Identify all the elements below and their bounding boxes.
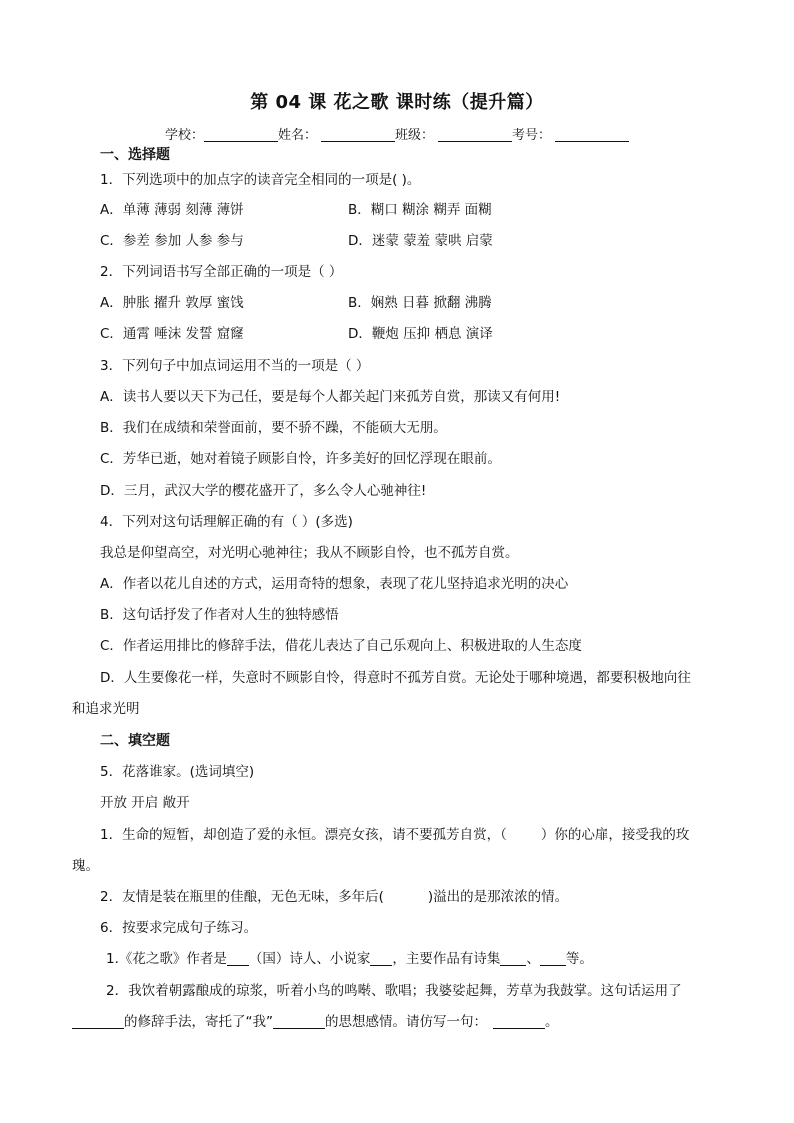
class-label: 班级：: [395, 128, 435, 143]
fill-sentence-1: [100, 825, 689, 845]
option-c[interactable]: C．通霄 唾沫 发誓 窟窿: [100, 326, 244, 342]
sentence-text: 的思想感情。请仿写一句：: [325, 1014, 487, 1030]
option-d[interactable]: D．人生要像花一样，失意时不顾影自怜，得意时不孤芳自赏。无论处于哪种境遇，都要积极地向往: [100, 670, 691, 686]
school-field[interactable]: [204, 127, 278, 142]
sentence-text: ，主要作品有诗集: [392, 951, 501, 967]
school-label: 学校：: [164, 128, 204, 143]
option-d[interactable]: D．三月，武汉大学的樱花盛开了，多么令人心驰神往!: [100, 483, 427, 499]
option-b[interactable]: B．糊口 糊涂 糊弄 面糊: [348, 202, 492, 218]
answer-blank[interactable]: [370, 951, 392, 966]
option-a[interactable]: A．读书人要以天下为己任，要是每个人都关起门来孤芳自赏，那读又有何用!: [100, 389, 561, 405]
option-d[interactable]: D．鞭炮 压抑 栖息 演译: [348, 326, 493, 342]
name-field[interactable]: [321, 127, 395, 142]
sentence-text: 等。: [565, 951, 593, 967]
class-field[interactable]: [438, 127, 512, 142]
section-heading: 二、填空题: [100, 733, 170, 749]
exam-no-label: 考号：: [512, 128, 552, 143]
quoted-sentence: 我总是仰望高空，对光明心驰神往；我从不顾影自怜，也不孤芳自赏。: [100, 545, 519, 561]
option-a[interactable]: A．作者以花儿自述的方式，运用奇特的想象，表现了花儿坚持追求光明的决心: [100, 576, 569, 592]
name-label: 姓名：: [277, 128, 317, 143]
question-stem: 4．下列对这句话理解正确的有（ ）(多选): [100, 514, 353, 530]
option-a[interactable]: A．肿胀 擢升 敦厚 蜜饯: [100, 295, 244, 311]
exam-no-field[interactable]: [555, 127, 629, 142]
question-stem: 5．花落谁家。(选词填空): [100, 764, 255, 780]
option-d[interactable]: D．迷蒙 蒙羞 蒙哄 启蒙: [348, 233, 493, 249]
sentence-text: 、: [526, 951, 540, 967]
sentence-text: 1．生命的短暂，却创造了爱的永恒。漂亮女孩，请不要孤芳自赏，（: [100, 827, 507, 843]
option-c[interactable]: C．参差 参加 人参 参与: [100, 233, 244, 249]
sentence-text: 。: [545, 1014, 559, 1030]
answer-blank[interactable]: [500, 951, 526, 966]
sentence-text: 1.《花之歌》作者是: [106, 951, 227, 967]
page-title: 第 04 课 花之歌 课时练（提升篇）: [250, 92, 544, 113]
answer-blank[interactable]: [540, 951, 566, 966]
option-c[interactable]: C．作者运用排比的修辞手法，借花儿表达了自己乐观向上、积极进取的人生态度: [100, 638, 582, 654]
fill-sentence-1: [106, 949, 593, 969]
question-stem: 6．按要求完成句子练习。: [100, 920, 258, 936]
answer-blank[interactable]: [493, 1014, 545, 1029]
sentence-text: 2．友情是装在瓶里的佳酿，无色无味，多年后(: [100, 889, 384, 905]
answer-blank[interactable]: [72, 1014, 124, 1029]
option-b[interactable]: B．娴熟 日暮 掀翻 沸腾: [348, 295, 492, 311]
option-a[interactable]: A．单薄 薄弱 刻薄 薄饼: [100, 202, 244, 218]
question-stem: 1．下列选项中的加点字的读音完全相同的一项是( )。: [100, 172, 421, 188]
question-stem: 3．下列句子中加点词运用不当的一项是（ ）: [100, 358, 370, 374]
sentence-text: )溢出的是那浓浓的情。: [427, 889, 569, 905]
sentence-text: ）你的心扉，接受我的玫: [540, 827, 690, 843]
sentence-text: 的修辞手法，寄托了“我”: [124, 1014, 273, 1030]
option-d-continued: 和追求光明: [72, 701, 140, 717]
student-info-row: [0, 124, 794, 143]
option-b[interactable]: B．这句话抒发了作者对人生的独特感悟: [100, 607, 339, 623]
question-stem: 2．下列词语书写全部正确的一项是（ ）: [100, 264, 343, 280]
option-c[interactable]: C．芳华已逝，她对着镜子顾影自怜，许多美好的回忆浮现在眼前。: [100, 451, 501, 467]
sentence-text: （国）诗人、小说家: [248, 951, 371, 967]
answer-blank[interactable]: [227, 951, 249, 966]
option-b[interactable]: B．我们在成绩和荣誉面前，要不骄不躁，不能硕大无朋。: [100, 420, 447, 436]
fill-sentence-1-continued: 瑰。: [72, 858, 99, 874]
word-bank: 开放 开启 敞开: [100, 795, 190, 811]
section-heading: 一、选择题: [100, 147, 170, 163]
fill-sentence-2-continued: [72, 1012, 559, 1032]
fill-sentence-2: 2．我饮着朝露酿成的琼浆，听着小鸟的鸣啭、歌唱；我婆娑起舞，芳草为我鼓掌。这句话运用了: [106, 983, 682, 999]
answer-blank[interactable]: [273, 1014, 325, 1029]
fill-sentence-2: [100, 887, 568, 907]
